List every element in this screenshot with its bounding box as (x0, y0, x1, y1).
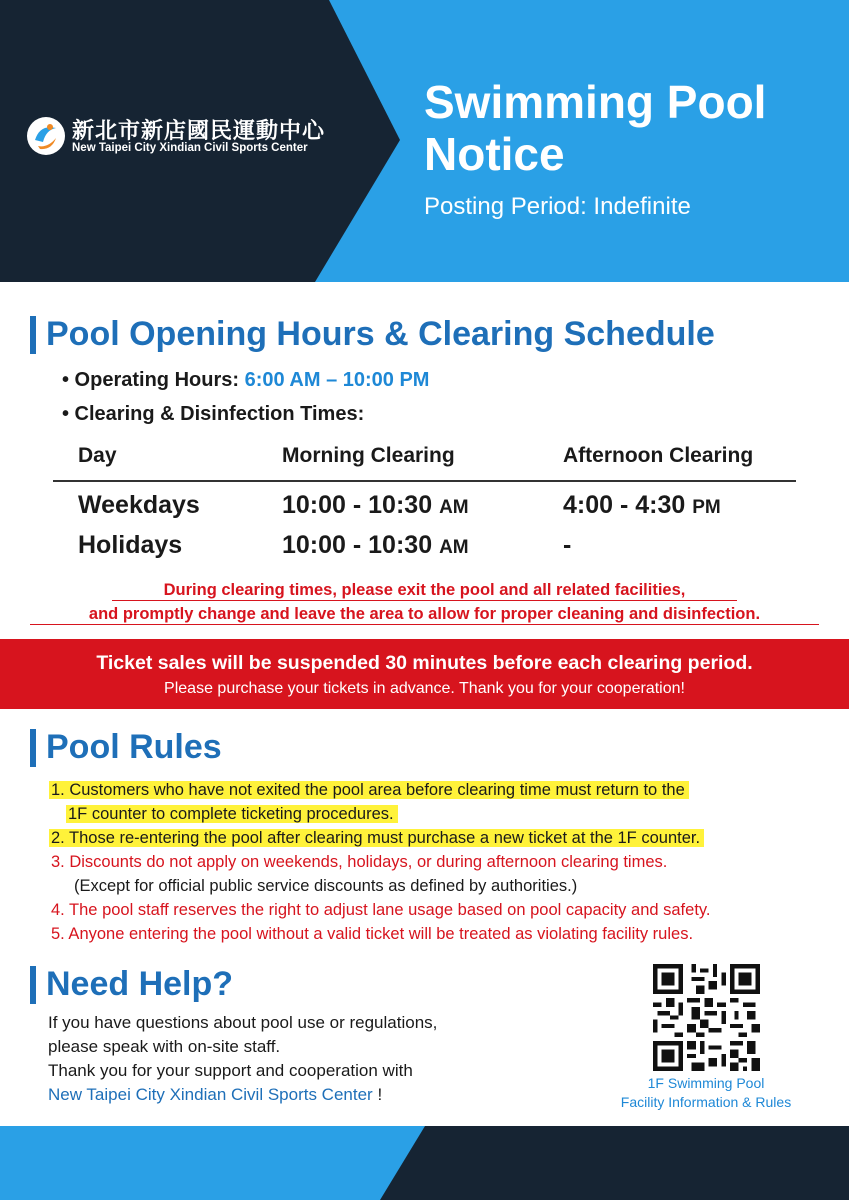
time-range: 10:00 - 10:30 (282, 491, 433, 519)
banner-line-2: Please purchase your tickets in advance. Thank you for your cooperation! (164, 680, 685, 697)
table-cell-afternoon (563, 491, 721, 520)
qr-caption-line-1: 1F Swimming Pool (647, 1075, 765, 1091)
clearing-notice-line-1: During clearing times, please exit the pool and all related facilities, (163, 581, 686, 599)
footer-banner (0, 1126, 849, 1200)
center-name-link[interactable]: New Taipei City Xindian Civil Sports Center (48, 1085, 373, 1104)
posting-period: Posting Period: Indefinite (424, 193, 691, 220)
time-unit: AM (439, 537, 469, 558)
title-line-2: Notice (424, 128, 565, 180)
banner-line-1: Ticket sales will be suspended 30 minutes before each clearing period. (96, 652, 753, 674)
qr-code-icon[interactable] (653, 964, 760, 1071)
rules-heading: Pool Rules (30, 727, 222, 767)
rule-3-exception: (Except for official public service discounts as defined by authorities.) (74, 877, 578, 895)
rule-5: 5. Anyone entering the pool without a valid ticket will be treated as violating facility rules. (51, 925, 694, 943)
help-line-4-suffix: ! (372, 1085, 383, 1104)
logo-chinese-name: 新北市新店國民運動中心 (72, 119, 326, 144)
table-header-day: Day (78, 444, 117, 467)
title-line-1: Swimming Pool (424, 76, 767, 128)
help-line-4 (48, 1083, 382, 1107)
rule-1-line-1: 1. Customers who have not exited the pool area before clearing time must return to the (49, 781, 689, 799)
table-divider (53, 480, 796, 482)
operating-hours-bullet (62, 369, 429, 392)
operating-hours-label: • Operating Hours: (62, 369, 240, 391)
time-range: - (563, 531, 572, 559)
rule-3: 3. Discounts do not apply on weekends, holidays, or during afternoon clearing times. (51, 853, 668, 871)
rule-4: 4. The pool staff reserves the right to adjust lane usage based on pool capacity and safety. (51, 901, 711, 919)
ticket-suspension-banner (0, 639, 849, 709)
help-line-1: If you have questions about pool use or regulations, (48, 1013, 438, 1032)
help-heading: Need Help? (30, 964, 233, 1004)
qr-caption-line-2: Facility Information & Rules (620, 1094, 792, 1110)
logo-english-name: New Taipei City Xindian Civil Sports Center (72, 142, 308, 154)
table-cell-morning (282, 491, 469, 520)
rule-2-text: 2. Those re-entering the pool after clearing must purchase a new ticket at the 1F counter. (49, 829, 704, 847)
table-header-morning: Morning Clearing (282, 444, 455, 467)
table-cell-morning (282, 531, 469, 560)
help-line-2: please speak with on-site staff. (48, 1037, 281, 1056)
table-cell-day: Weekdays (78, 491, 200, 519)
table-header-afternoon: Afternoon Clearing (563, 444, 754, 467)
time-range: 4:00 - 4:30 (563, 491, 686, 519)
time-unit: PM (692, 497, 721, 518)
logo-emblem-icon (26, 116, 66, 156)
time-range: 10:00 - 10:30 (282, 531, 433, 559)
header-banner (0, 0, 849, 282)
footer-blue-shape (0, 1126, 849, 1200)
hours-heading: Pool Opening Hours & Clearing Schedule (30, 314, 715, 354)
rule-1-line-2: 1F counter to complete ticketing procedures. (66, 805, 398, 823)
time-unit: AM (439, 497, 469, 518)
page-title (424, 76, 834, 180)
operating-hours-value: 6:00 AM – 10:00 PM (244, 369, 430, 391)
rule-1-continued (66, 802, 398, 826)
center-logo (26, 114, 366, 158)
notice-underline (112, 600, 737, 601)
clearing-notice-line-2: and promptly change and leave the area to allow for proper cleaning and disinfection. (88, 605, 761, 623)
table-cell-day: Holidays (78, 531, 183, 559)
help-line-3: Thank you for your support and cooperation with (48, 1061, 413, 1080)
rule-1 (49, 778, 689, 802)
table-cell-afternoon (563, 531, 571, 560)
clearing-times-bullet: • Clearing & Disinfection Times: (62, 403, 365, 425)
rule-2 (49, 826, 704, 850)
notice-underline (30, 624, 819, 625)
